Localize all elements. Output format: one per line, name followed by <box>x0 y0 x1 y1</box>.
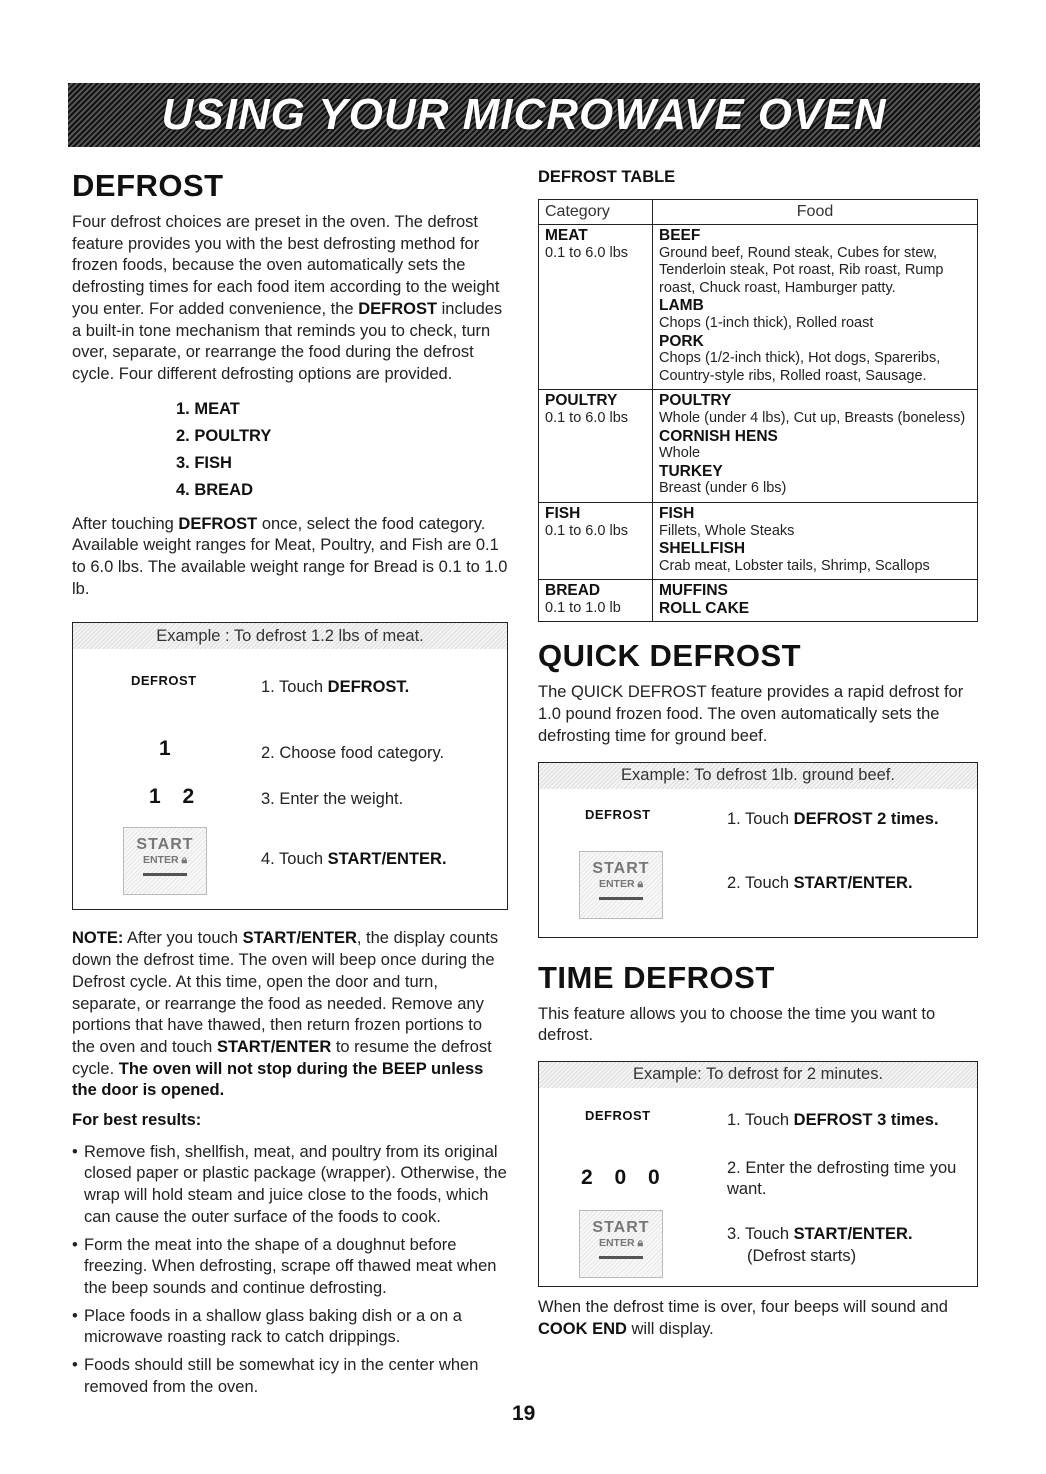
defrost-note: NOTE: After you touch START/ENTER, the display counts down the defrost time. The oven will beep once during the Defrost cycle. At this time, open the door and turn, separate, or rearrange the food as needed. Remove any portions that have thawed, then return frozen portions to the oven and touch START/ENTER to resume the defrost cycle. The oven will not stop during the BEEP unless the door is opened. <box>72 929 499 1100</box>
example-step-2: 2. Touch START/ENTER. <box>727 873 913 892</box>
best-results-label: For best results: <box>72 1111 202 1130</box>
defrost-key-label: DEFROST <box>585 806 651 822</box>
defrost-table-title: DEFROST TABLE <box>538 168 676 186</box>
defrost-table <box>538 199 978 622</box>
defrost-after: After touching DEFROST once, select the food category. Available weight ranges for Meat, Poultry, and Fish are 0.1 to 6.0 lbs. The available weight range for Bread is 0.1 to 1.0 lb. <box>72 514 508 598</box>
defrost-key-label: DEFROST <box>585 1107 651 1123</box>
category-item: 3. FISH <box>176 453 232 472</box>
category-item: 1. MEAT <box>176 399 240 418</box>
example-title: Example: To defrost for 2 minutes. <box>539 1062 977 1088</box>
number-key-label: 1 <box>159 737 179 761</box>
banner-title: USING YOUR MICROWAVE OVEN <box>161 90 887 139</box>
category-list <box>176 396 508 504</box>
example-step-2: 2. Enter the defrosting time you want. <box>727 1158 957 1198</box>
quick-defrost-heading: QUICK DEFROST <box>538 638 802 674</box>
start-enter-button: START ENTER 🔒︎ <box>579 851 663 919</box>
time-defrost-end: When the defrost time is over, four beeps will sound and COOK END will display. <box>538 1297 948 1338</box>
tips-list <box>72 1142 508 1399</box>
time-key-label: 2 0 0 <box>581 1165 668 1189</box>
lock-icon: 🔒︎ <box>637 877 644 890</box>
time-defrost-heading: TIME DEFROST <box>538 959 775 995</box>
example-step-2: 2. Choose food category. <box>261 744 445 763</box>
right-column <box>538 168 978 1340</box>
example-step-3: 3. Touch START/ENTER. <box>727 1224 913 1243</box>
start-enter-button: START ENTER 🔒︎ <box>579 1210 663 1278</box>
page-number: 19 <box>512 1402 536 1425</box>
example-step-1: 1. Touch DEFROST 2 times. <box>727 809 939 828</box>
defrost-key-label: DEFROST <box>131 673 197 689</box>
example-step-3-note: (Defrost starts) <box>747 1246 857 1265</box>
table-row-fish: FISH 0.1 to 6.0 lbs FISH Fillets, Whole Steaks SHELLFISH Crab meat, Lobster tails, Shrimp, Scallops <box>539 502 978 579</box>
defrost-intro: Four defrost choices are preset in the oven. The defrost feature provides you with the best defrosting method for frozen foods, because the oven automatically sets the defrosting times for each food item according to the weight you enter. For added convenience, the DEFROST includes a built-in tone mechanism that reminds you to check, turn over, separate, or rearrange the food during the defrost cycle. Four different defrosting options are provided. <box>72 213 503 383</box>
quick-defrost-text: The QUICK DEFROST feature provides a rapid defrost for 1.0 pound frozen food. The oven automatically sets the defrosting time for ground beef. <box>538 683 964 745</box>
lock-icon: 🔒︎ <box>181 854 188 867</box>
table-row-bread: BREAD 0.1 to 1.0 lb MUFFINS ROLL CAKE <box>539 580 978 622</box>
tip-item: • Remove fish, shellfish, meat, and poultry from its original closed paper or plastic package (wrapper). Otherwise, the wrap will hold steam and juice close to the foods, which can cause the outer surface of the foods to cook. <box>72 1142 508 1229</box>
category-item: 2. POULTRY <box>176 426 272 445</box>
tip-item: • Foods should still be somewhat icy in the center when removed from the oven. <box>72 1355 508 1398</box>
table-row-poultry: POULTRY 0.1 to 6.0 lbs POULTRY Whole (under 4 lbs), Cut up, Breasts (boneless) CORNISH HENS Whole TURKEY Breast (under 6 lbs) <box>539 390 978 503</box>
lock-icon: 🔒︎ <box>637 1236 644 1249</box>
tip-item: • Place foods in a shallow glass baking dish or a on a microwave roasting rack to catch drippings. <box>72 1306 508 1349</box>
time-example-box <box>538 1061 978 1287</box>
category-item: 4. BREAD <box>176 480 254 499</box>
table-header-food: Food <box>653 200 978 225</box>
example-title: Example: To defrost 1lb. ground beef. <box>539 763 977 789</box>
left-column <box>72 168 508 1405</box>
example-step-1: 1. Touch DEFROST 3 times. <box>727 1110 939 1129</box>
table-header-category: Category <box>539 200 653 225</box>
time-defrost-text: This feature allows you to choose the time you want to defrost. <box>538 1004 936 1045</box>
example-step-1: 1. Touch DEFROST. <box>261 678 410 697</box>
example-step-3: 3. Enter the weight. <box>261 790 404 809</box>
defrost-example-box <box>72 622 508 910</box>
quick-example-box <box>538 762 978 938</box>
start-enter-button: START ENTER 🔒︎ <box>123 827 207 895</box>
defrost-heading: DEFROST <box>72 168 224 203</box>
weight-key-label: 1 2 <box>149 785 203 809</box>
table-row-meat: MEAT 0.1 to 6.0 lbs BEEF Ground beef, Round steak, Cubes for stew, Tenderloin steak, Pot roast, Rib roast, Rump roast, Chuck roast, Hamburger patty. LAMB Chops (1-inch thick), Rolled roast PORK Chops (1/2-inch thick), Hot dogs, Spareribs, Country-style ribs, Rolled roast, Sausage. <box>539 225 978 390</box>
example-title: Example : To defrost 1.2 lbs of meat. <box>73 623 507 649</box>
tip-item: • Form the meat into the shape of a doughnut before freezing. When defrosting, scrape off thawed meat when the beep sounds and continue defrosting. <box>72 1235 508 1300</box>
page-banner <box>68 83 980 147</box>
example-step-4: 4. Touch START/ENTER. <box>261 850 447 869</box>
